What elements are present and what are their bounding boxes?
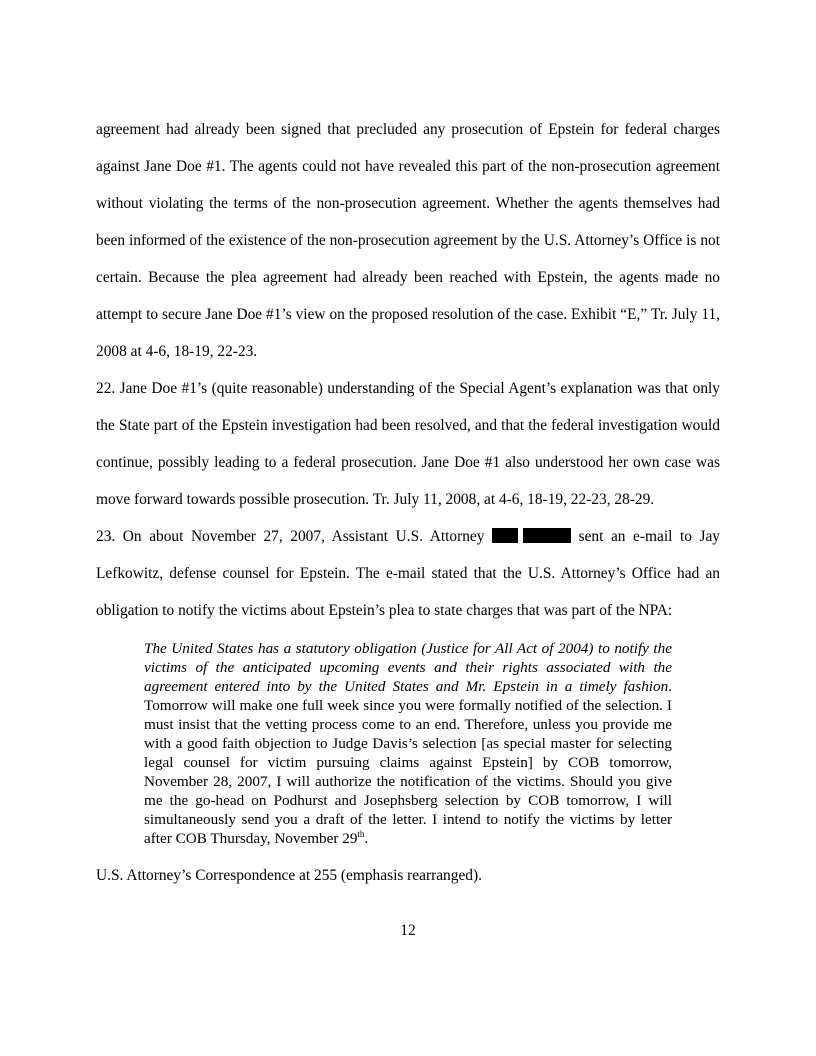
paragraph-22: 22. Jane Doe #1’s (quite reasonable) understanding of the Special Agent’s explanation was that only the State part of the Epstein investigation had been resolved, and that the federal investigation would continue, possibly leading to a federal prosecution. Jane Doe #1 also understood her own case was move forward towards possible prosecution. Tr. July 11, 2008, at 4-6, 18-19, 22-23, 28-29. [96, 380, 720, 508]
ordinal-superscript: th [357, 829, 365, 839]
block-quote-text: . Tomorrow will make one full week since you were formally notified of the selection. I must insist that the vetting process come to an end. Therefore, unless you provide me with a good faith objection to Judge Davis’s selection [as special master for selecting legal counsel for victim pursuing claims against Epstein] by COB tomorrow, November 28, 2007, I will authorize the notification of the victims. Should you give me the go-head on Podhurst and Josephsberg selection by COB tomorrow, I will simultaneously send you a draft of the letter. I intend to notify the victims by letter after COB Thursday, November 29 [144, 678, 672, 847]
redaction-box [523, 528, 571, 543]
paragraph-23 [96, 518, 720, 629]
paragraph-23-rest: sent an e-mail to Jay Lefkowitz, defense counsel for Epstein. The e-mail stated that the U.S. Attorney’s Office had an obligation to notify the victims about Epstein’s plea to state charges that was part of the NPA: [96, 528, 721, 619]
redaction-box [492, 528, 518, 543]
citation: U.S. Attorney’s Correspondence at 255 (emphasis rearranged). [96, 867, 482, 884]
block-quote-emphasis: The United States has a statutory obligation (Justice for All Act of 2004) to notify the victims of the anticipated upcoming events and their rights associated with the agreement entered into by the United States and Mr. Epstein in a timely fashion [144, 640, 672, 695]
document-body [96, 111, 720, 894]
paragraph-23-lead: 23. On about November 27, 2007, Assistant U.S. Attorney [96, 528, 493, 545]
page-number: 12 [400, 922, 416, 939]
block-quote [144, 639, 672, 848]
paragraph-continuation: agreement had already been signed that precluded any prosecution of Epstein for federal charges against Jane Doe #1. The agents could not have revealed this part of the non-prosecution agreement without violating the terms of the non-prosecution agreement. Whether the agents themselves had been informed of the existence of the non-prosecution agreement by the U.S. Attorney’s Office is not certain. Because the plea agreement had already been reached with Epstein, the agents made no attempt to secure Jane Doe #1’s view on the proposed resolution of the case. Exhibit “E,” Tr. July 11, 2008 at 4-6, 18-19, 22-23. [96, 121, 720, 360]
block-quote-end: . [364, 830, 369, 847]
